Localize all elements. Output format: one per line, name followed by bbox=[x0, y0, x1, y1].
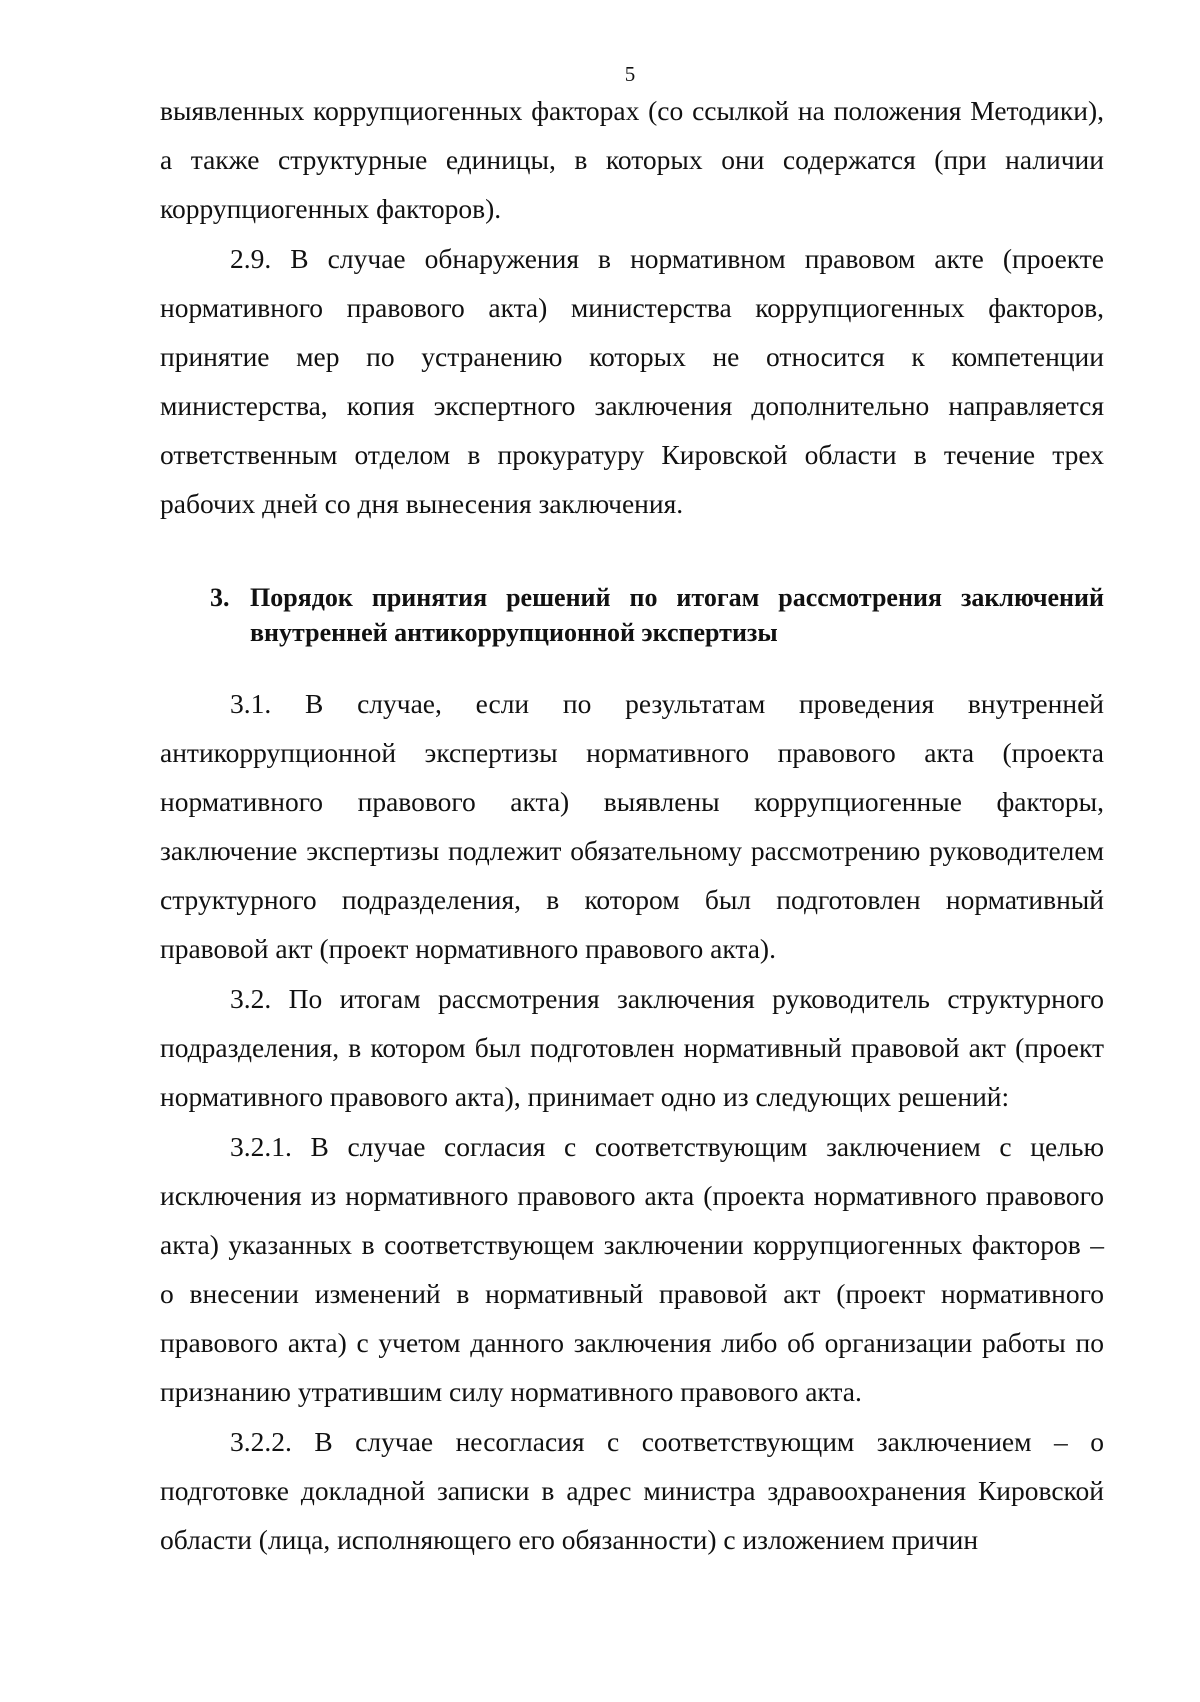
page-number: 5 bbox=[624, 62, 636, 86]
document-body bbox=[160, 86, 1104, 1564]
section-3-title: Порядок принятия решений по итогам рассмотрения заключений внутренней антикоррупционной экспертизы bbox=[250, 583, 1104, 647]
paragraph-2-9: 2.9. В случае обнаружения в нормативном правовом акте (проекте нормативного правового акта) министерства коррупциогенных факторов, принятие мер по устранению которых не относится к компетенции министерства, копия экспертного заключения дополнительно направляется ответственным отделом в прокуратуру Кировской области в течение трех рабочих дней со дня вынесения заключения. bbox=[160, 243, 1104, 519]
section-3-heading bbox=[160, 580, 1104, 650]
paragraph-3-2: 3.2. По итогам рассмотрения заключения руководитель структурного подразделения, в котором был подготовлен нормативный правовой акт (проект нормативного правового акта), принимает одно из следующих решений: bbox=[160, 983, 1104, 1112]
section-3-number: 3. bbox=[210, 583, 230, 612]
paragraph-continuation: выявленных коррупциогенных факторах (со ссылкой на положения Методики), а также структурные единицы, в которых они содержатся (при наличии коррупциогенных факторов). bbox=[160, 95, 1104, 224]
paragraph-3-2-1: 3.2.1. В случае согласия с соответствующим заключением с целью исключения из нормативного правового акта (проекта нормативного правового акта) указанных в соответствующем заключении коррупциогенных факторов – о внесении изменений в нормативный правовой акт (проект нормативного правового акта) с учетом данного заключения либо об организации работы по признанию утратившим силу нормативного правового акта. bbox=[160, 1131, 1104, 1407]
paragraph-3-1: 3.1. В случае, если по результатам проведения внутренней антикоррупционной экспертизы нормативного правового акта (проекта нормативного правового акта) выявлены коррупциогенные факторы, заключение экспертизы подлежит обязательному рассмотрению руководителем структурного подразделения, в котором был подготовлен нормативный правовой акт (проект нормативного правового акта). bbox=[160, 688, 1104, 964]
paragraph-3-2-2: 3.2.2. В случае несогласия с соответствующим заключением – о подготовке докладной записки в адрес министра здравоохранения Кировской области (лица, исполняющего его обязанности) с изложением причин bbox=[160, 1426, 1104, 1555]
